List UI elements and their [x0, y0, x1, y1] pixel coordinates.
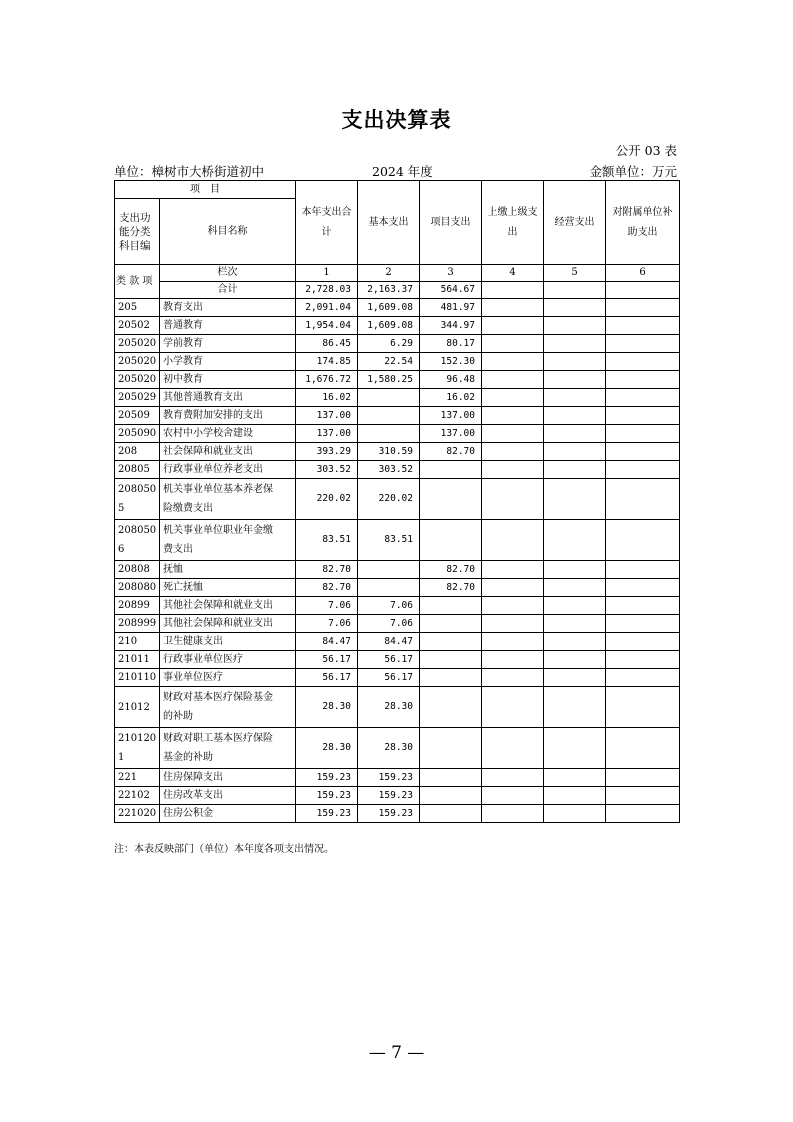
row-project: 96.48 [420, 371, 482, 389]
row-name: 死亡抚恤 [160, 579, 296, 597]
row-project [420, 461, 482, 479]
row-project [420, 669, 482, 687]
row-name: 行政事业单位养老支出 [160, 461, 296, 479]
row-name: 机关事业单位基本养老保 险缴费支出 [160, 479, 296, 520]
row-total: 83.51 [296, 520, 358, 561]
table-row [115, 317, 680, 335]
row-project: 82.70 [420, 579, 482, 597]
row-basic: 83.51 [358, 520, 420, 561]
row-code: 20899 [115, 597, 160, 615]
row-project: 80.17 [420, 335, 482, 353]
header-subject-name: 科目名称 [160, 199, 296, 265]
row-basic: 159.23 [358, 769, 420, 787]
row-name: 教育支出 [160, 299, 296, 317]
expenditure-table [114, 180, 680, 823]
row-total: 159.23 [296, 787, 358, 805]
row-basic: 28.30 [358, 687, 420, 728]
row-project [420, 615, 482, 633]
table-row [115, 389, 680, 407]
table-row [115, 299, 680, 317]
header-project-exp: 项目支出 [420, 181, 482, 265]
row-basic: 220.02 [358, 479, 420, 520]
row-name: 其他社会保障和就业支出 [160, 615, 296, 633]
row-name: 社会保障和就业支出 [160, 443, 296, 461]
table-row [115, 443, 680, 461]
row-project [420, 805, 482, 823]
row-basic: 28.30 [358, 728, 420, 769]
row-name: 教育费附加安排的支出 [160, 407, 296, 425]
row-project: 82.70 [420, 443, 482, 461]
header-xiang: 项 [142, 275, 153, 287]
col-num-2: 2 [358, 265, 420, 282]
row-code: 208080 [115, 579, 160, 597]
row-code: 205020 [115, 353, 160, 371]
row-code: 21011 [115, 651, 160, 669]
row-project: 481.97 [420, 299, 482, 317]
table-row [115, 687, 680, 728]
row-basic: 310.59 [358, 443, 420, 461]
row-total: 137.00 [296, 407, 358, 425]
row-project [420, 597, 482, 615]
row-basic: 159.23 [358, 787, 420, 805]
table-row [115, 425, 680, 443]
row-basic: 6.29 [358, 335, 420, 353]
row-code: 210110 [115, 669, 160, 687]
table-note: 注：本表反映部门（单位）本年度各项支出情况。 [114, 844, 334, 855]
table-row [115, 520, 680, 561]
year-label: 2024 年度 [372, 164, 433, 179]
header-upper: 上缴上级支出 [482, 181, 544, 265]
total-row-project: 564.67 [420, 282, 482, 299]
row-name: 机关事业单位职业年金缴 费支出 [160, 520, 296, 561]
row-name: 卫生健康支出 [160, 633, 296, 651]
table-row [115, 615, 680, 633]
row-code: 208050 5 [115, 479, 160, 520]
row-project [420, 687, 482, 728]
row-code: 205020 [115, 371, 160, 389]
col-num-3: 3 [420, 265, 482, 282]
row-basic [358, 561, 420, 579]
row-project: 82.70 [420, 561, 482, 579]
row-name: 学前教育 [160, 335, 296, 353]
header-lei: 类 [116, 275, 126, 287]
table-row [115, 633, 680, 651]
table-row [115, 371, 680, 389]
total-row-basic: 2,163.37 [358, 282, 420, 299]
table-row [115, 461, 680, 479]
row-total: 28.30 [296, 687, 358, 728]
row-basic [358, 425, 420, 443]
row-code: 205029 [115, 389, 160, 407]
total-row-total: 2,728.03 [296, 282, 358, 299]
row-total: 159.23 [296, 805, 358, 823]
row-total: 28.30 [296, 728, 358, 769]
row-total: 1,954.04 [296, 317, 358, 335]
row-name: 抚恤 [160, 561, 296, 579]
row-name: 住房公积金 [160, 805, 296, 823]
table-row [115, 651, 680, 669]
row-basic [358, 407, 420, 425]
row-basic: 1,609.08 [358, 299, 420, 317]
header-subsidy: 对附属单位补助支出 [606, 181, 680, 265]
table-row [115, 353, 680, 371]
row-total: 82.70 [296, 579, 358, 597]
header-lanci: 栏次 [160, 265, 296, 282]
page-title: 支出决算表 [341, 108, 452, 132]
row-total: 174.85 [296, 353, 358, 371]
row-code: 22102 [115, 787, 160, 805]
row-project: 152.30 [420, 353, 482, 371]
row-basic: 303.52 [358, 461, 420, 479]
row-basic: 56.17 [358, 669, 420, 687]
row-code: 221 [115, 769, 160, 787]
table-row [115, 769, 680, 787]
row-basic: 7.06 [358, 615, 420, 633]
row-code: 210120 1 [115, 728, 160, 769]
table-row [115, 597, 680, 615]
row-code: 221020 [115, 805, 160, 823]
row-total: 7.06 [296, 597, 358, 615]
row-total: 1,676.72 [296, 371, 358, 389]
header-lei-kuan-xiang [115, 265, 160, 299]
col-num-5: 5 [544, 265, 606, 282]
row-basic [358, 579, 420, 597]
row-name: 农村中小学校舍建设 [160, 425, 296, 443]
page-number: — 7 — [368, 1043, 425, 1063]
row-total: 56.17 [296, 669, 358, 687]
row-code: 208999 [115, 615, 160, 633]
table-row [115, 579, 680, 597]
row-name: 小学教育 [160, 353, 296, 371]
row-project: 137.00 [420, 425, 482, 443]
row-basic: 159.23 [358, 805, 420, 823]
row-project [420, 479, 482, 520]
row-name: 财政对职工基本医疗保险 基金的补助 [160, 728, 296, 769]
row-project [420, 520, 482, 561]
row-project [420, 651, 482, 669]
row-basic: 1,580.25 [358, 371, 420, 389]
row-project [420, 728, 482, 769]
row-code: 210 [115, 633, 160, 651]
row-project [420, 633, 482, 651]
row-total: 303.52 [296, 461, 358, 479]
form-number: 公开 03 表 [615, 143, 677, 158]
row-name: 事业单位医疗 [160, 669, 296, 687]
table-row [115, 407, 680, 425]
row-name: 其他社会保障和就业支出 [160, 597, 296, 615]
col-num-4: 4 [482, 265, 544, 282]
row-total: 159.23 [296, 769, 358, 787]
row-total: 82.70 [296, 561, 358, 579]
header-project: 项 目 [115, 181, 296, 199]
row-code: 205090 [115, 425, 160, 443]
row-total: 7.06 [296, 615, 358, 633]
row-name: 初中教育 [160, 371, 296, 389]
row-basic: 1,609.08 [358, 317, 420, 335]
row-code: 205020 [115, 335, 160, 353]
table-row [115, 728, 680, 769]
row-code: 208 [115, 443, 160, 461]
table-row [115, 479, 680, 520]
row-name: 普通教育 [160, 317, 296, 335]
row-project [420, 769, 482, 787]
row-name: 其他普通教育支出 [160, 389, 296, 407]
row-project: 137.00 [420, 407, 482, 425]
row-basic: 56.17 [358, 651, 420, 669]
table-row [115, 561, 680, 579]
table-row [115, 669, 680, 687]
col-num-6: 6 [606, 265, 680, 282]
row-total: 16.02 [296, 389, 358, 407]
row-total: 86.45 [296, 335, 358, 353]
row-code: 20808 [115, 561, 160, 579]
row-name: 行政事业单位医疗 [160, 651, 296, 669]
unit-label: 单位：樟树市大桥街道初中 [114, 164, 265, 179]
row-total: 84.47 [296, 633, 358, 651]
row-name: 住房保障支出 [160, 769, 296, 787]
header-basic: 基本支出 [358, 181, 420, 265]
row-total: 393.29 [296, 443, 358, 461]
row-project: 344.97 [420, 317, 482, 335]
row-name: 住房改革支出 [160, 787, 296, 805]
row-code: 20502 [115, 317, 160, 335]
row-basic: 84.47 [358, 633, 420, 651]
row-code: 208050 6 [115, 520, 160, 561]
row-project: 16.02 [420, 389, 482, 407]
row-total: 56.17 [296, 651, 358, 669]
col-num-1: 1 [296, 265, 358, 282]
total-row-label: 合计 [160, 282, 296, 299]
row-code: 21012 [115, 687, 160, 728]
header-kuan: 款 [129, 275, 140, 287]
row-code: 20509 [115, 407, 160, 425]
row-basic: 22.54 [358, 353, 420, 371]
header-business: 经营支出 [544, 181, 606, 265]
row-code: 205 [115, 299, 160, 317]
row-name: 财政对基本医疗保险基金 的补助 [160, 687, 296, 728]
header-func-class: 支出功能分类科目编 [115, 199, 160, 265]
row-project [420, 787, 482, 805]
table-row [115, 787, 680, 805]
header-total: 本年支出合计 [296, 181, 358, 265]
table-row [115, 805, 680, 823]
row-basic [358, 389, 420, 407]
row-basic: 7.06 [358, 597, 420, 615]
row-code: 20805 [115, 461, 160, 479]
row-total: 220.02 [296, 479, 358, 520]
amount-unit-label: 金额单位：万元 [589, 164, 677, 179]
row-total: 2,091.04 [296, 299, 358, 317]
table-row [115, 335, 680, 353]
row-total: 137.00 [296, 425, 358, 443]
